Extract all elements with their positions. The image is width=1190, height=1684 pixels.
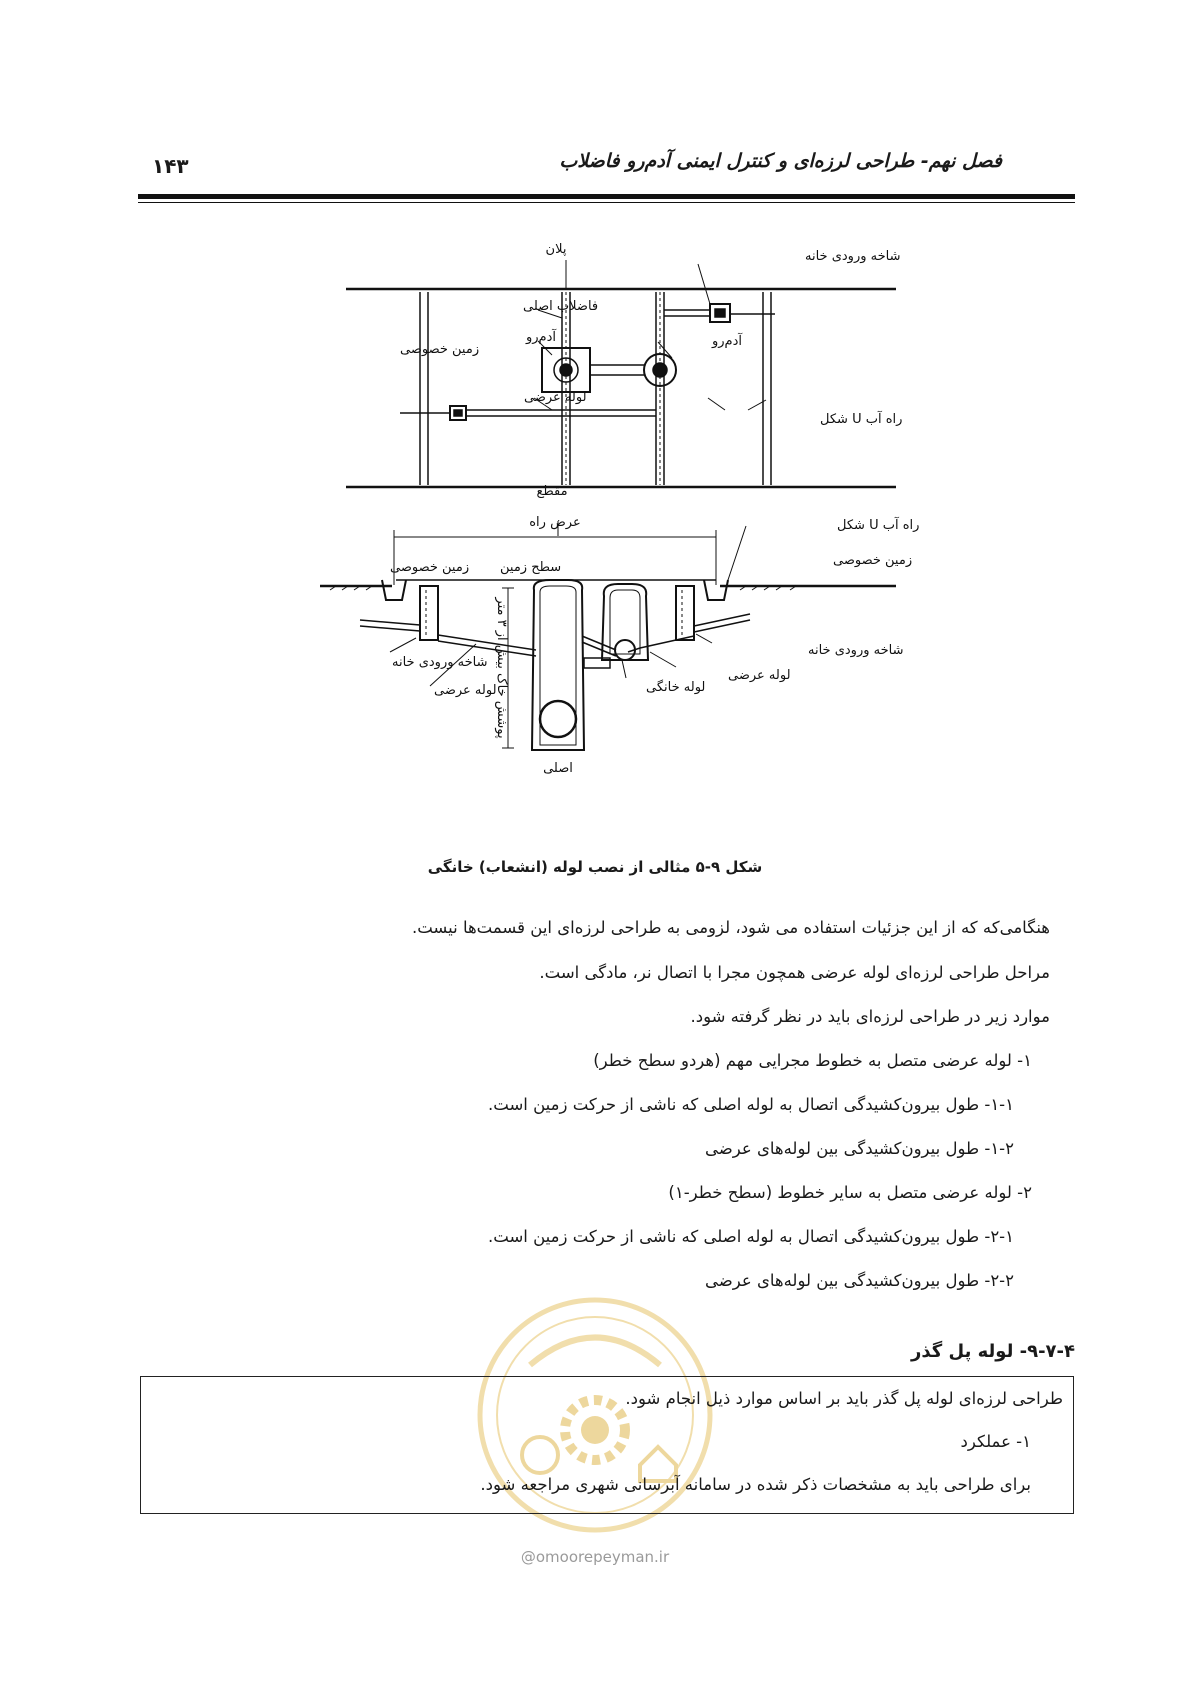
box-line-2: ۱- عملکرد xyxy=(960,1432,1031,1451)
manhole-right-label: آدم‌رو xyxy=(712,334,743,349)
plan-label: پلان xyxy=(545,242,567,257)
lateral-pipe-label: لوله عرضی xyxy=(524,390,587,405)
main-sewer-label: فاضلاب اصلی xyxy=(523,299,599,314)
list-item-2: ۲- لوله عرضی متصل به سایر خطوط (سطح خطر-۱) xyxy=(668,1183,1032,1202)
lateral-pipe-left-label: لوله عرضی xyxy=(434,683,497,698)
u-channel-plan-label: راه آب U شکل xyxy=(820,412,903,427)
paragraph-2: مراحل طراحی لرزه‌ای لوله عرضی همچون مجرا با اتصال نر، مادگی است. xyxy=(539,963,1050,982)
road-width-label: عرض راه xyxy=(529,515,581,530)
house-branch-right-label: شاخه ورودی خانه xyxy=(808,643,904,658)
performance-box xyxy=(140,1376,1074,1514)
header-rule-thick xyxy=(138,194,1075,199)
list-item-1-2: ۱-۲- طول بیرون‌کشیدگی بین لوله‌های عرضی xyxy=(704,1139,1014,1158)
u-channel-section-label: راه آب U شکل xyxy=(837,518,920,533)
list-item-2-2: ۲-۲- طول بیرون‌کشیدگی بین لوله‌های عرضی xyxy=(704,1271,1014,1290)
header-rule-thin xyxy=(138,202,1075,203)
soil-cover-label: پوشش خاک بیش از ۳ متر xyxy=(494,597,509,739)
box-line-1: طراحی لرزه‌ای لوله پل گذر باید بر اساس موارد ذیل انجام شود. xyxy=(625,1389,1063,1408)
figure-house-connection xyxy=(300,240,920,840)
list-item-2-1: ۲-۱- طول بیرون‌کشیدگی اتصال به لوله اصلی که ناشی از حرکت زمین است. xyxy=(488,1227,1014,1246)
house-branch-left-label: شاخه ورودی خانه xyxy=(392,655,488,670)
section-label: مقطع xyxy=(536,484,568,499)
house-branch-label: شاخه ورودی خانه xyxy=(805,249,901,264)
house-pipe-label: لوله خانگی xyxy=(646,680,706,695)
lateral-pipe-right-label: لوله عرضی xyxy=(728,668,791,683)
private-land-label: زمین خصوصی xyxy=(400,342,480,357)
list-item-1-1: ۱-۱- طول بیرون‌کشیدگی اتصال به لوله اصلی که ناشی از حرکت زمین است. xyxy=(488,1095,1014,1114)
plan-view xyxy=(346,260,896,487)
figure-caption: شکل ۹-۵ مثالی از نصب لوله (انشعاب) خانگی xyxy=(427,858,763,876)
list-item-1: ۱- لوله عرضی متصل به خطوط مجرایی مهم (هردو سطح خطر) xyxy=(593,1051,1032,1070)
manhole-left-label: آدم‌رو xyxy=(526,330,557,345)
section-view xyxy=(320,521,896,750)
page-number: ۱۴۳ xyxy=(152,154,189,178)
ground-surface-label: سطح زمین xyxy=(500,560,562,575)
box-line-3: برای طراحی باید به مشخصات ذکر شده در سامانه آبرسانی شهری مراجعه شود. xyxy=(480,1475,1031,1494)
main-pipe-label: اصلی xyxy=(543,761,573,776)
private-land-left-label: زمین خصوصی xyxy=(390,560,470,575)
watermark-url: @omoorepeyman.ir xyxy=(520,1548,670,1566)
paragraph-1: هنگامی‌که که از این جزئیات استفاده می شود، لزومی به طراحی لرزه‌ای این قسمت‌ها نیست. xyxy=(411,918,1050,937)
chapter-header-title: فصل نهم- طراحی لرزه‌ای و کنترل ایمنی آدم‌رو فاضلاب xyxy=(559,150,1002,172)
private-land-right-label: زمین خصوصی xyxy=(833,553,913,568)
paragraph-3: موارد زیر در طراحی لرزه‌ای باید در نظر گرفته شود. xyxy=(690,1007,1050,1026)
section-heading: ۹-۷-۴- لوله پل گذر xyxy=(911,1341,1075,1362)
